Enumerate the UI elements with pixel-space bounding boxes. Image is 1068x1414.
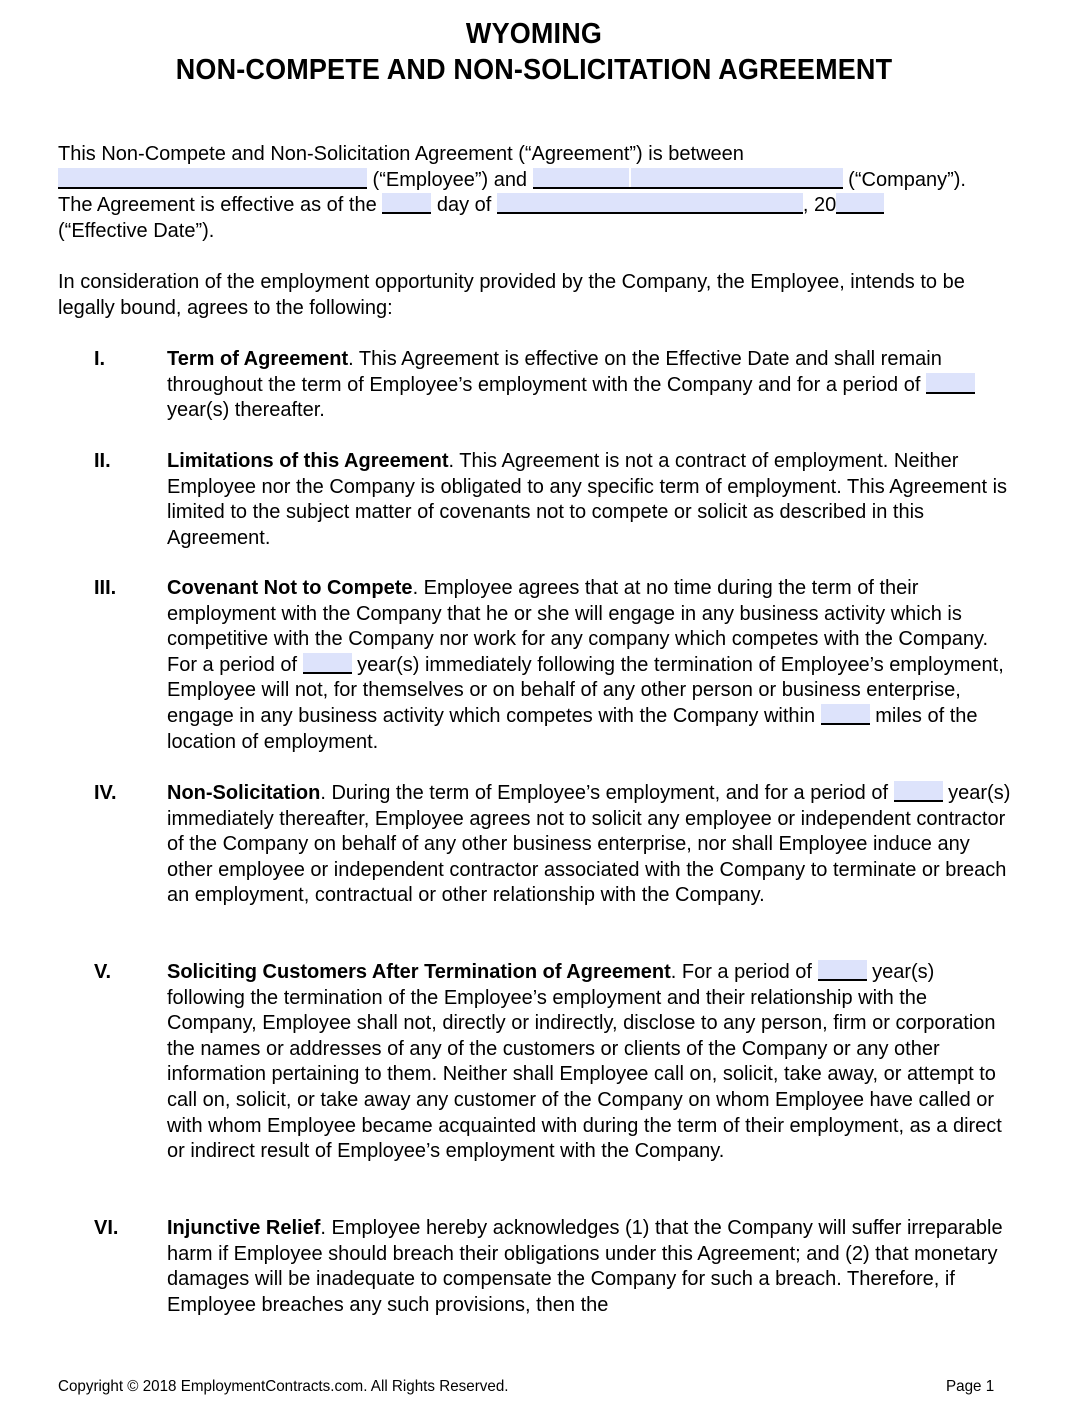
section-text: . This Agreement is effective on the Effective Date and shall remain throughout the term of Employee’s employment with the Company and for a period of (167, 348, 942, 396)
section-text: . This Agreement is not a contract of employment. Neither Employee nor the Company is obligated to any specific term of employment. This Agreement is limited to the subject matter of covenants not to compete or solicit as described in this Agreement. (167, 450, 1008, 549)
section-heading: Covenant Not to Compete (167, 577, 413, 599)
effective-date-label: (“Effective Date”). (58, 219, 215, 242)
section-heading: Non-Solicitation (167, 782, 321, 804)
section-number: VI. (94, 1217, 119, 1239)
day-of-label: day of (431, 194, 497, 217)
section-text: . Employee agrees that at no time during the term of their employment with the Company that he or she will engage in any business activity which is competitive with the Company nor work for any company which competes with the Company. For a period of (167, 577, 989, 676)
section-text: . Employee hereby acknowledges (1) that the Company will suffer irreparable harm if Employee should breach their obligations under this Agreement; and (2) that monetary damages will be inadequate to compensate the Company for such a breach. Therefore, if Employee breaches any such provisions, then the (167, 1217, 1003, 1316)
section-heading: Injunctive Relief (167, 1217, 321, 1239)
section-text: year(s) immediately following the termination of Employee’s employment, Employee will not, for themselves or on behalf of any other person or business enterprise, engage in any business activity which competes with the Company within (167, 653, 1004, 727)
company-name-field[interactable] (533, 168, 843, 189)
section-text: year(s) following the termination of the Employee’s employment and their relationship with the Company, Employee shall not, directly or indirectly, disclose to any person, firm or corporation the names or addresses of any of the customers or clients of the Company or any other information pertaining to them. Neither shall Employee call on, solicit, take away, or attempt to call on, solicit, or take away any customer of the Company on whom Employee have called or with whom Employee became acquainted with during the term of their employment, as a direct or indirect result of Employee’s employment with the Company. (167, 961, 1002, 1163)
effective-day-field[interactable] (382, 193, 431, 214)
effective-year-field[interactable] (836, 193, 884, 214)
page-number: Page 1 (946, 1378, 995, 1395)
customer-solicitation-years-field[interactable] (818, 960, 867, 981)
section-heading: Soliciting Customers After Termination of Agreement (167, 961, 671, 983)
document-title: NON-COMPETE AND NON-SOLICITATION AGREEMENT (175, 54, 893, 86)
section-number: V. (94, 961, 112, 983)
section-number: III. (94, 577, 117, 599)
employee-label: (“Employee”) and (367, 168, 533, 191)
term-years-field[interactable] (926, 373, 975, 394)
copyright-notice: Copyright © 2018 EmploymentContracts.com. All Rights Reserved. (58, 1378, 509, 1395)
year-prefix: , 20 (802, 194, 837, 217)
effective-month-field[interactable] (497, 193, 803, 214)
intro-paragraph (58, 142, 1018, 244)
section-number: II. (94, 450, 111, 472)
non-solicitation-years-field[interactable] (894, 781, 943, 802)
consideration-paragraph: In consideration of the employment opportunity provided by the Company, the Employee, intends to be legally bound, agrees to the following: (58, 271, 965, 319)
section-text: . For a period of (670, 961, 818, 983)
non-compete-years-field[interactable] (303, 653, 352, 674)
section-text: year(s) thereafter. (167, 399, 325, 422)
effective-prefix: The Agreement is effective as of the (58, 194, 383, 217)
section-heading: Term of Agreement (167, 348, 349, 370)
section-text: . During the term of Employee’s employment, and for a period of (320, 782, 894, 804)
company-label: (“Company”). (842, 168, 966, 191)
section-text: miles of the location of employment. (167, 704, 978, 753)
intro-line1: This Non-Compete and Non-Solicitation Agreement (“Agreement”) is between (58, 143, 744, 165)
employee-name-field[interactable] (58, 168, 367, 189)
document-title-state: WYOMING (465, 18, 603, 50)
section-text: year(s) immediately thereafter, Employee agrees not to solicit any employee or independent contractor of the Company on behalf of any other business enterprise, nor shall Employee induce any other employee or independent contractor associated with the Company to terminate or breach an employment, contractual or other relationship with the Company. (167, 782, 1011, 907)
section-heading: Limitations of this Agreement (167, 450, 449, 472)
section-number: I. (94, 348, 106, 370)
section-number: IV. (94, 782, 117, 804)
non-compete-miles-field[interactable] (821, 704, 870, 725)
